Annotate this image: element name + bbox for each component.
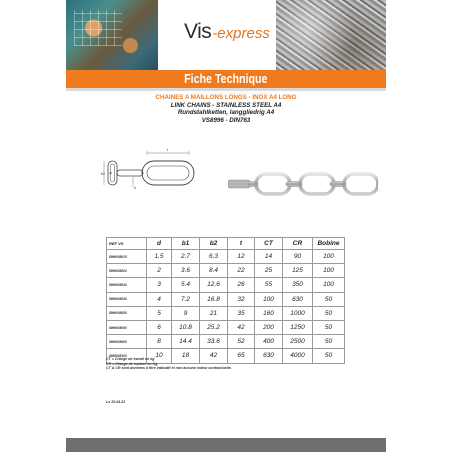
cell-t: 26 [228,278,255,292]
cell-d: 2 [147,264,172,278]
banner-divider [66,88,386,91]
cell-cr: 4000 [283,349,313,363]
cell-d: 1.5 [147,250,172,264]
header-photo-tools [66,0,158,70]
cell-t: 22 [228,264,255,278]
table-row [107,292,345,306]
cell-cr: 90 [283,250,313,264]
cell-ct: 630 [255,349,283,363]
table-row [107,250,345,264]
table-body [107,250,345,364]
cell-ref: 8996008050 [107,306,147,320]
cell-b2: 21 [200,306,228,320]
col-header-t: t [228,238,255,250]
cell-b1: 14.4 [172,335,200,349]
col-header-cr: CR [283,238,313,250]
col-header-d: d [147,238,172,250]
cell-ref: 8996008015 [107,250,147,264]
table-row [107,278,345,292]
title-en: LINK CHAINS - STAINLESS STEEL A4 [170,101,282,109]
cell-d: 5 [147,306,172,320]
product-titles [66,94,386,124]
cell-ref: 8996008100 [107,349,147,363]
cell-t: 32 [228,292,255,306]
cell-d: 3 [147,278,172,292]
cell-ct: 100 [255,292,283,306]
table-header-row [107,238,345,250]
cell-b1: 18 [172,349,200,363]
cell-d: 6 [147,320,172,334]
cell-b2: 8.4 [200,264,228,278]
cell-d: 8 [147,335,172,349]
footer-bar [66,438,386,452]
header [66,0,386,70]
note-disclaimer: CT & CR sont données à titre indicatif et non aucune valeur contractuelle. [106,366,232,371]
cell-bobine: 50 [313,335,345,349]
cell-b1: 3.6 [172,264,200,278]
cell-ref: 8996008020 [107,264,147,278]
table-row [107,320,345,334]
chain-technical-drawing [98,143,202,195]
document-date: Le 20.04.22 [106,400,126,404]
cell-ct: 14 [255,250,283,264]
cell-t: 42 [228,320,255,334]
cell-ct: 25 [255,264,283,278]
specification-table [106,237,345,364]
header-photo-screws [276,0,386,70]
cell-ct: 160 [255,306,283,320]
page-title: Fiche Technique [184,71,268,86]
cell-d: 10 [147,349,172,363]
table-row [107,306,345,320]
brand-main: Vis [184,20,212,43]
label-b1: b1 [109,171,113,175]
cell-b1: 5.4 [172,278,200,292]
note-cr: CR = Charge de rupture en Kg [106,361,158,366]
col-header-ct: CT [255,238,283,250]
chain-photo [228,170,378,198]
label-b2: b2 [101,172,105,176]
col-header-bobine: Bobine [313,238,345,250]
label-d: d [134,186,136,190]
cell-bobine: 50 [313,320,345,334]
cell-cr: 1000 [283,306,313,320]
cell-ref: 8996008060 [107,320,147,334]
cell-bobine: 100 [313,250,345,264]
cell-b1: 2.7 [172,250,200,264]
cell-ref: 8996008080 [107,335,147,349]
cell-cr: 125 [283,264,313,278]
note-ct: CT = Charge de travail en kg [106,357,155,361]
table-notes [106,357,346,371]
col-header-b1: b1 [172,238,200,250]
cell-b2: 25.2 [200,320,228,334]
cell-b2: 16.8 [200,292,228,306]
cell-b2: 6.3 [200,250,228,264]
cell-bobine: 100 [313,278,345,292]
cell-b2: 42 [200,349,228,363]
label-t: t [167,148,168,152]
cell-bobine: 50 [313,292,345,306]
col-header-b2: b2 [200,238,228,250]
table-row [107,264,345,278]
cell-bobine: 50 [313,349,345,363]
cell-t: 12 [228,250,255,264]
cell-d: 4 [147,292,172,306]
cell-cr: 1250 [283,320,313,334]
cell-b2: 12.6 [200,278,228,292]
cell-cr: 630 [283,292,313,306]
cell-bobine: 50 [313,306,345,320]
cell-ref: 8996008040 [107,292,147,306]
cell-cr: 350 [283,278,313,292]
title-de: Rundstahlketten, langgliedrig A4 [177,109,275,116]
cell-b1: 7.2 [172,292,200,306]
cell-t: 65 [228,349,255,363]
title-fr: CHAINES A MAILLONS LONGS - INOX A4 LONG [155,94,297,101]
brand-suffix: -express [212,25,270,42]
cell-cr: 2500 [283,335,313,349]
page-title-banner [66,70,386,88]
cell-ct: 55 [255,278,283,292]
technical-sheet [66,0,386,452]
cell-ct: 400 [255,335,283,349]
cell-t: 52 [228,335,255,349]
cell-t: 35 [228,306,255,320]
cell-b2: 33.6 [200,335,228,349]
table-row [107,335,345,349]
col-header-ref: REF VS [107,238,147,250]
cell-b1: 10.8 [172,320,200,334]
cell-ct: 200 [255,320,283,334]
cell-b1: 9 [172,306,200,320]
cell-ref: 8996008030 [107,278,147,292]
title-ref: VS8996 - DIN763 [201,116,251,124]
cell-bobine: 100 [313,264,345,278]
